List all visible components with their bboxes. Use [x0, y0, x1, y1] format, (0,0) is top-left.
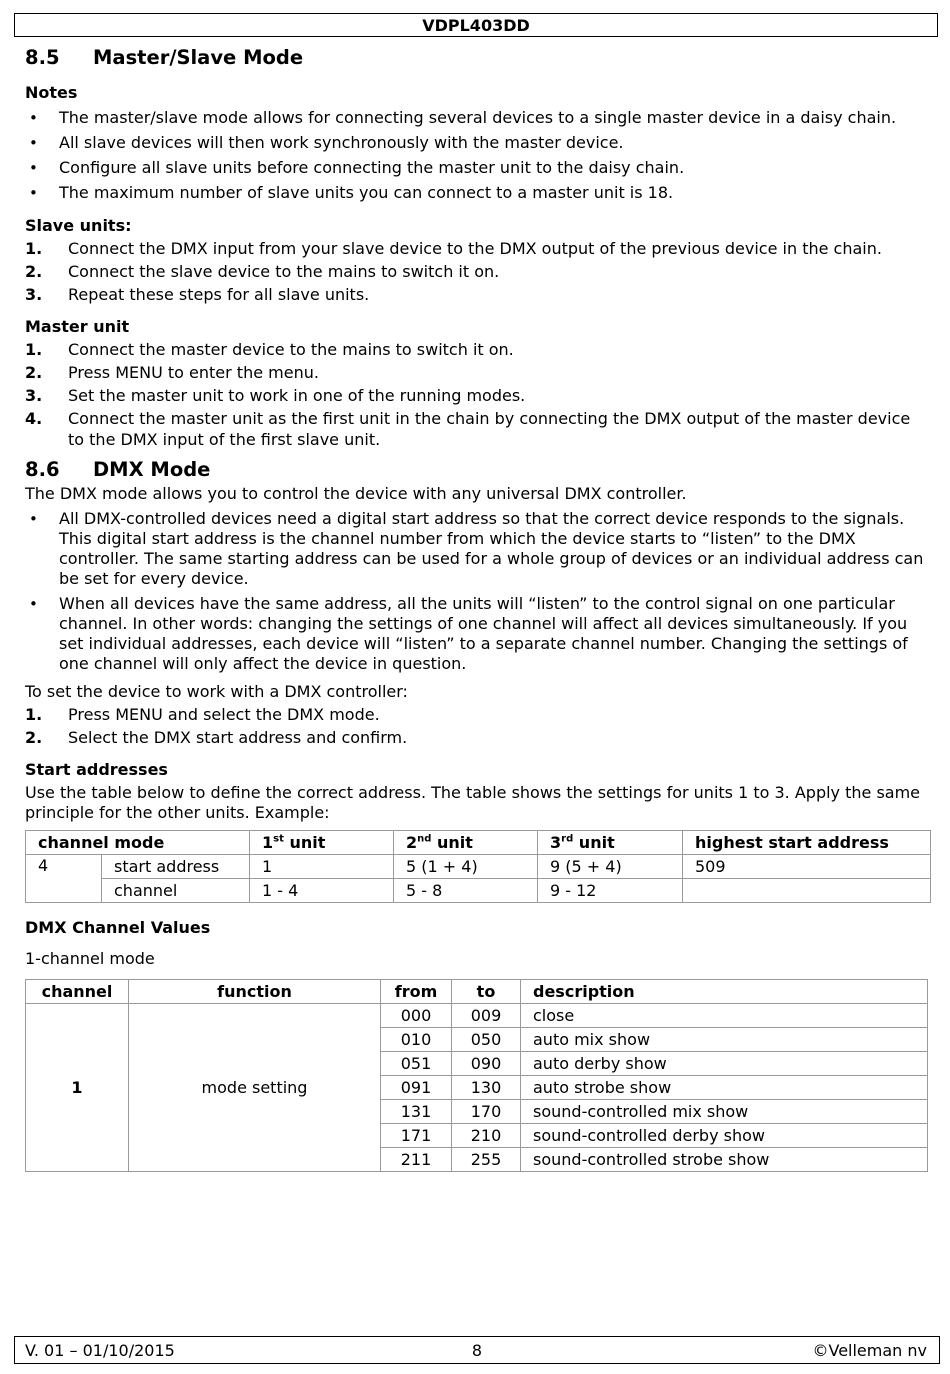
table-cell: mode setting	[129, 1004, 381, 1172]
table-cell: 050	[452, 1028, 521, 1052]
table-cell: 1 - 4	[250, 879, 394, 903]
table-cell: 091	[381, 1076, 452, 1100]
table-cell: 010	[381, 1028, 452, 1052]
page-header	[14, 13, 938, 37]
list-item: 2. Connect the slave device to the mains to switch it on.	[25, 262, 500, 281]
start-addresses-heading: Start addresses	[25, 760, 168, 779]
column-header: highest start address	[683, 831, 931, 855]
table-cell: 9 - 12	[538, 879, 683, 903]
table-cell: 130	[452, 1076, 521, 1100]
dmx-channel-values-heading: DMX Channel Values	[25, 918, 211, 937]
table-row	[26, 879, 931, 903]
table-cell: 171	[381, 1124, 452, 1148]
table-cell: 170	[452, 1100, 521, 1124]
channel-mode-label: 1-channel mode	[25, 949, 155, 968]
table-cell: auto mix show	[521, 1028, 928, 1052]
table-cell: 509	[683, 855, 931, 879]
table-cell: 5 - 8	[394, 879, 538, 903]
version-date: V. 01 – 01/10/2015	[25, 1341, 175, 1360]
list-item: 1. Connect the DMX input from your slave device to the DMX output of the previous device in the chain.	[25, 239, 882, 258]
table-cell: 211	[381, 1148, 452, 1172]
list-item: 3. Repeat these steps for all slave units.	[25, 285, 370, 304]
table-header-row	[26, 831, 931, 855]
table-cell: 5 (1 + 4)	[394, 855, 538, 879]
slave-units-heading: Slave units:	[25, 216, 132, 235]
table-cell: 000	[381, 1004, 452, 1028]
master-unit-heading: Master unit	[25, 317, 130, 336]
table-cell: 4	[26, 855, 102, 903]
section-heading-dmx-mode: 8.6 DMX Mode	[25, 458, 211, 481]
channel-values-table	[25, 979, 928, 1172]
table-cell: 1	[26, 1004, 129, 1172]
list-item: 2. Press MENU to enter the menu.	[25, 363, 319, 382]
list-item: • Configure all slave units before connecting the master unit to the daisy chain.	[25, 158, 930, 178]
list-item: • The maximum number of slave units you can connect to a master unit is 18.	[25, 183, 930, 203]
table-cell: 255	[452, 1148, 521, 1172]
column-header: function	[129, 980, 381, 1004]
page-content	[25, 45, 930, 1172]
list-item: • When all devices have the same address, all the units will “listen” to the control signal on one particular channel. In other words: changing the settings of one channel will affect all devices simultaneously. If you set individual addresses, each device will “listen” to a separate channel number. Changing the settings of one channel will only affect the device in question.	[25, 594, 930, 674]
table-cell: 210	[452, 1124, 521, 1148]
column-header: channel mode	[26, 831, 250, 855]
list-item: 2. Select the DMX start address and confirm.	[25, 728, 408, 747]
table-cell: sound-controlled derby show	[521, 1124, 928, 1148]
table-cell: 009	[452, 1004, 521, 1028]
column-header: 3rd unit	[538, 831, 683, 855]
table-row	[26, 1004, 928, 1028]
table-cell: start address	[102, 855, 250, 879]
column-header: channel	[26, 980, 129, 1004]
start-addresses-text: Use the table below to define the correct address. The table shows the settings for units 1 to 3. Apply the same principle for the other units. Example:	[25, 783, 921, 822]
slave-steps-list	[25, 238, 930, 305]
notes-heading: Notes	[25, 83, 78, 102]
table-cell: sound-controlled mix show	[521, 1100, 928, 1124]
column-header: 1st unit	[250, 831, 394, 855]
list-item: • The master/slave mode allows for connecting several devices to a single master device in a daisy chain.	[25, 108, 930, 128]
table-cell	[683, 879, 931, 903]
table-row	[26, 855, 931, 879]
dmx-intro-text: The DMX mode allows you to control the device with any universal DMX controller.	[25, 484, 687, 503]
page-number: 8	[471, 1341, 483, 1360]
column-header: description	[521, 980, 928, 1004]
start-address-table	[25, 830, 931, 903]
document-title: VDPL403DD	[422, 16, 530, 35]
table-cell: 1	[250, 855, 394, 879]
list-item: • All slave devices will then work synchronously with the master device.	[25, 133, 930, 153]
table-cell: auto derby show	[521, 1052, 928, 1076]
copyright: ©Velleman nv	[812, 1341, 927, 1360]
list-item: 3. Set the master unit to work in one of the running modes.	[25, 386, 526, 405]
table-cell: 131	[381, 1100, 452, 1124]
notes-list	[25, 108, 930, 203]
list-item: 4. Connect the master unit as the first unit in the chain by connecting the DMX output of the master device to the DMX input of the first slave unit.	[25, 409, 911, 449]
page-footer	[14, 1336, 940, 1364]
column-header: to	[452, 980, 521, 1004]
list-item: 1. Press MENU and select the DMX mode.	[25, 705, 380, 724]
column-header: 2nd unit	[394, 831, 538, 855]
section-heading-master-slave: 8.5 Master/Slave Mode	[25, 46, 304, 69]
column-header: from	[381, 980, 452, 1004]
table-cell: 9 (5 + 4)	[538, 855, 683, 879]
table-header-row	[26, 980, 928, 1004]
table-cell: close	[521, 1004, 928, 1028]
table-cell: sound-controlled strobe show	[521, 1148, 928, 1172]
master-steps-list	[25, 339, 930, 450]
dmx-setup-steps	[25, 704, 930, 748]
list-item: • All DMX-controlled devices need a digital start address so that the correct device responds to the signals. This digital start address is the channel number from which the device starts to “listen” to the DMX controller. The same starting address can be used for a whole group of devices or an individual address can be set for every device.	[25, 509, 930, 589]
table-cell: 051	[381, 1052, 452, 1076]
table-cell: auto strobe show	[521, 1076, 928, 1100]
table-cell: channel	[102, 879, 250, 903]
list-item: 1. Connect the master device to the mains to switch it on.	[25, 340, 514, 359]
table-cell: 090	[452, 1052, 521, 1076]
dmx-bullets-list	[25, 509, 930, 674]
dmx-setup-intro: To set the device to work with a DMX controller:	[25, 682, 408, 701]
